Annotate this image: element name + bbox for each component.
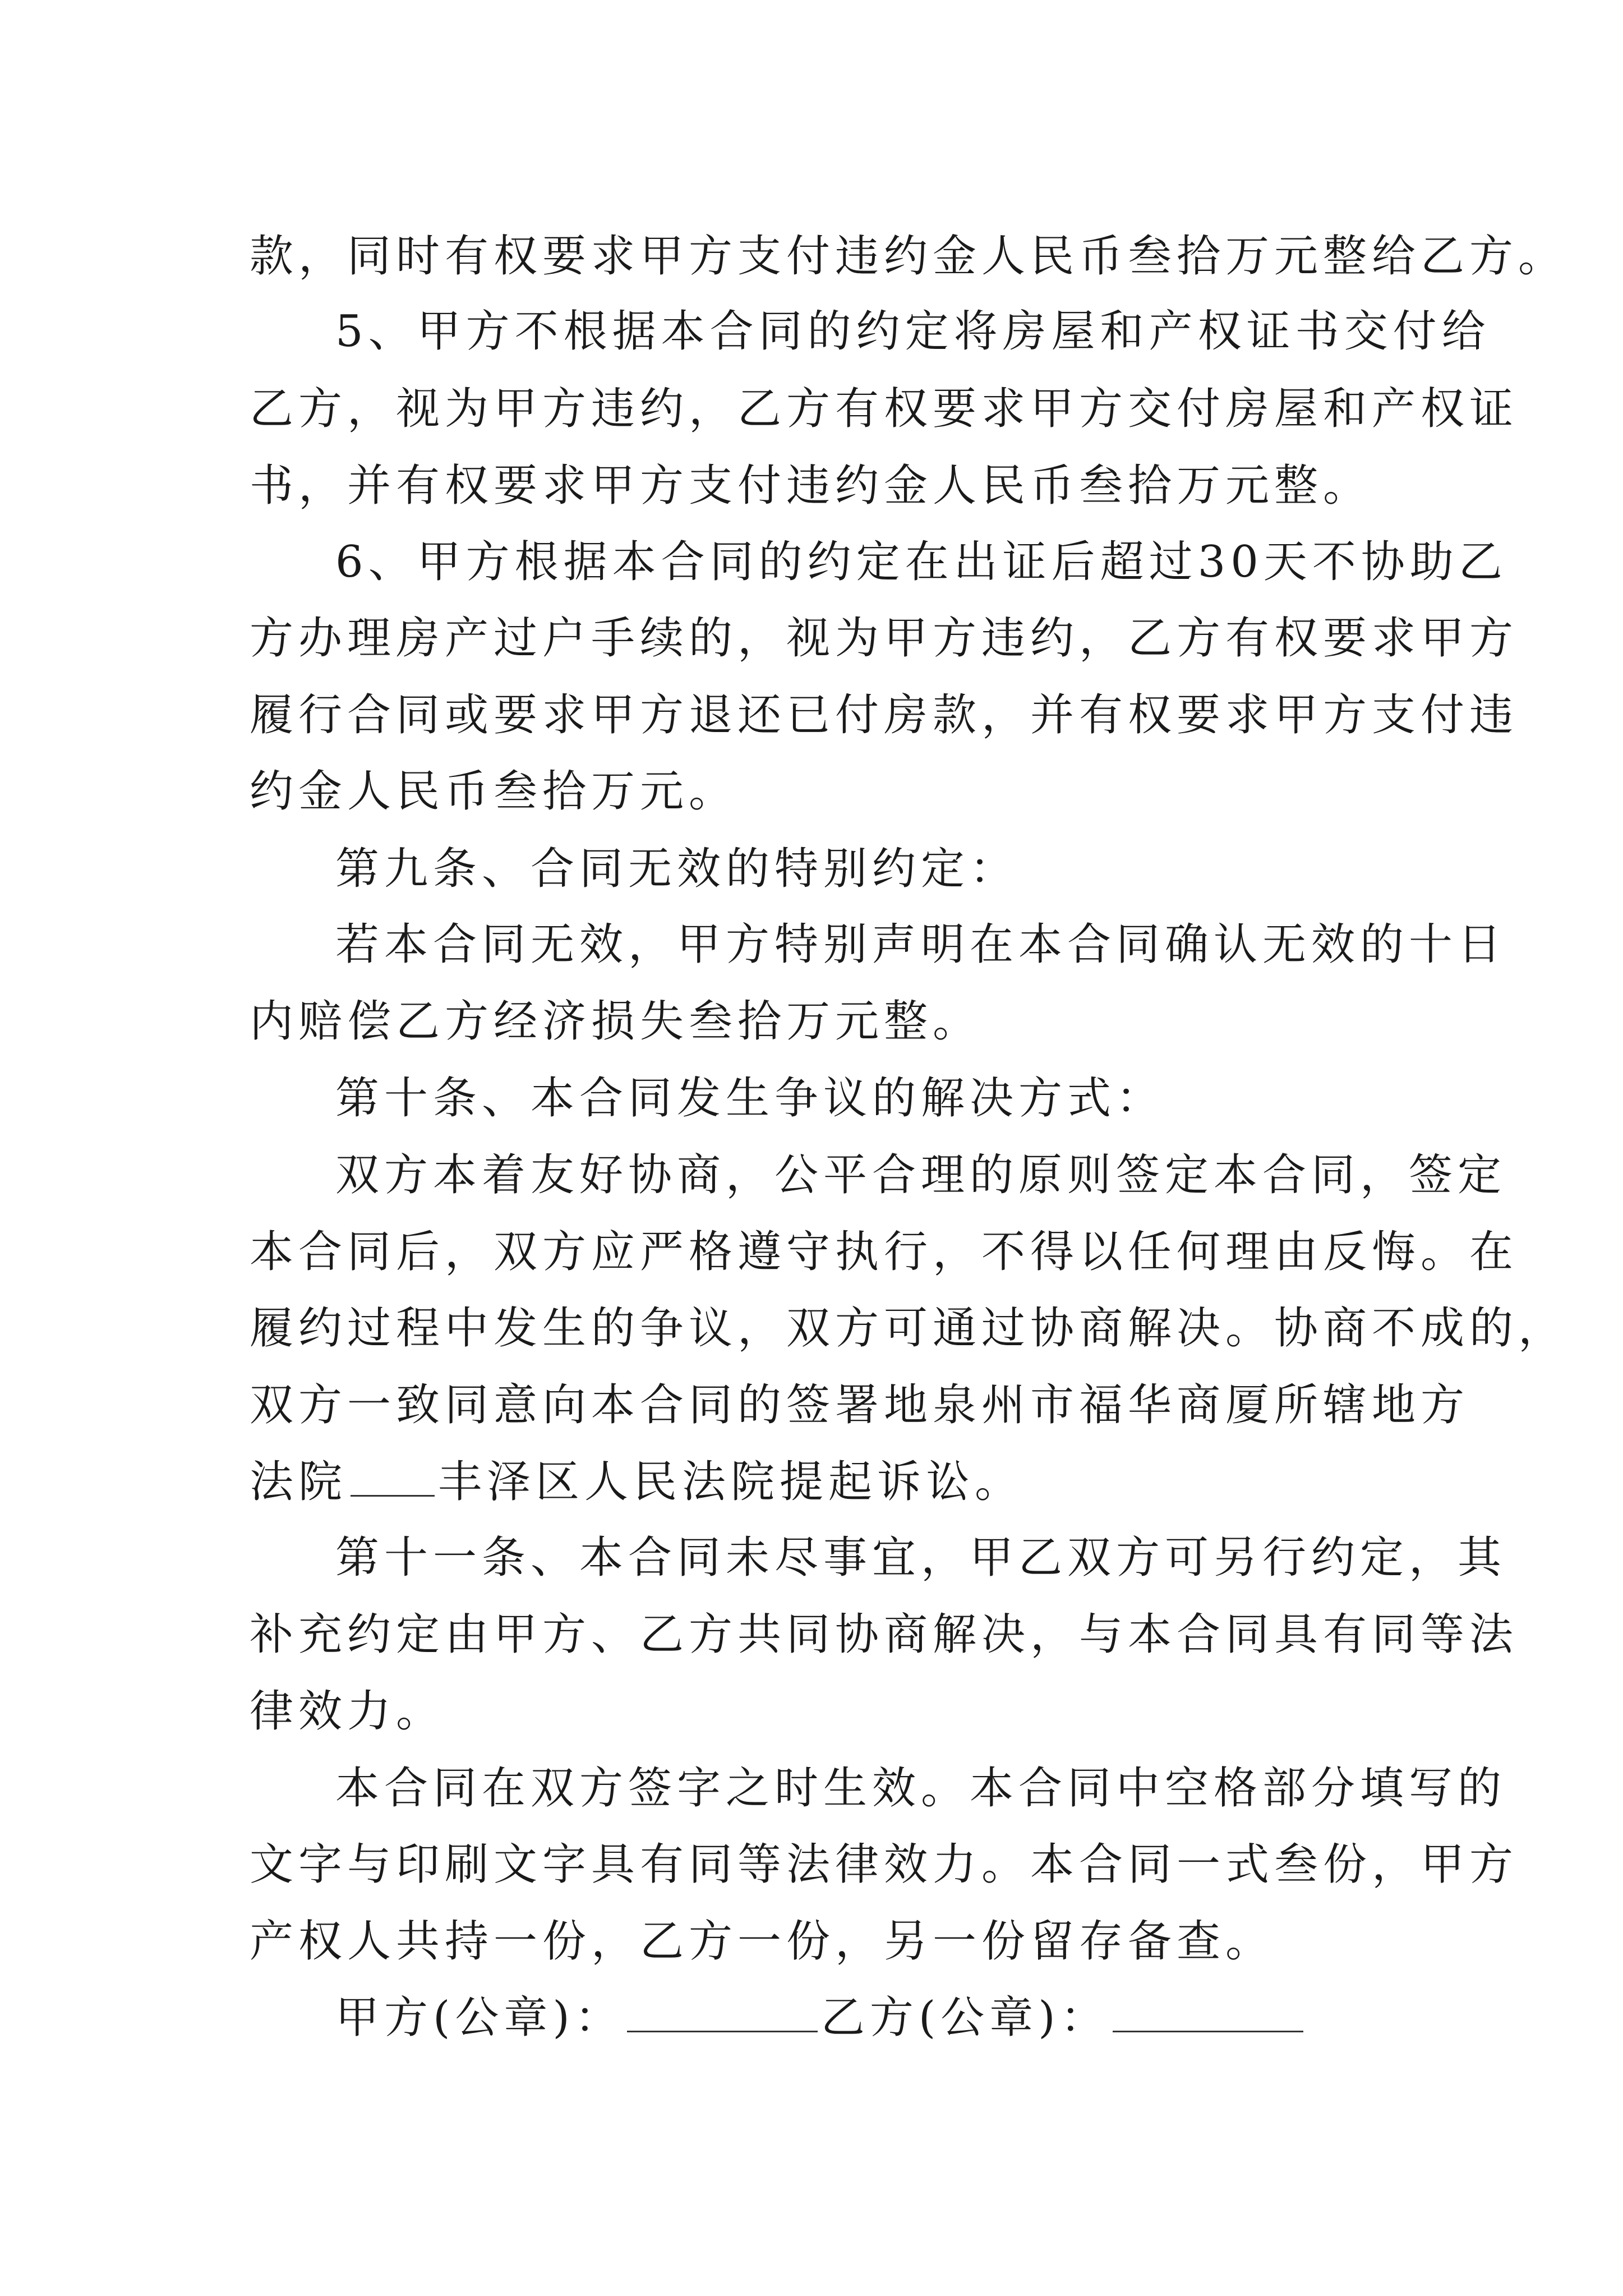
paragraph-line: 6、甲方根据本合同的约定在出证后超过30天不协助乙 bbox=[335, 537, 1507, 587]
signature-line bbox=[335, 1993, 1307, 2043]
paragraph-line: 补充约定由甲方、乙方共同协商解决，与本合同具有同等法 bbox=[250, 1609, 1519, 1660]
court-blank[interactable] bbox=[351, 1493, 435, 1497]
paragraph-line: 第十一条、本合同未尽事宜，甲乙双方可另行约定，其 bbox=[335, 1533, 1507, 1583]
paragraph-line: 履约过程中发生的争议，双方可通过协商解决。协商不成的， bbox=[250, 1303, 1567, 1354]
paragraph-line: 律效力。 bbox=[250, 1686, 445, 1737]
paragraph-line: 履行合同或要求甲方退还已付房款，并有权要求甲方支付违 bbox=[250, 690, 1519, 740]
paragraph-line: 内赔偿乙方经济损失叁拾万元整。 bbox=[250, 996, 982, 1047]
paragraph-line: 若本合同无效，甲方特别声明在本合同确认无效的十日 bbox=[335, 919, 1507, 970]
section-heading: 第九条、合同无效的特别约定： bbox=[335, 844, 1019, 894]
paragraph-line: 双方一致同意向本合同的签署地泉州市福华商厦所辖地方 bbox=[250, 1380, 1470, 1430]
court-line-suffix: 丰泽区人民法院提起诉讼。 bbox=[438, 1457, 1024, 1507]
paragraph-line: 方办理房产过户手续的，视为甲方违约，乙方有权要求甲方 bbox=[250, 613, 1519, 664]
party-a-label: 甲方(公章)： bbox=[335, 1993, 624, 2043]
paragraph-line: 5、甲方不根据本合同的约定将房屋和产权证书交付给 bbox=[335, 306, 1491, 357]
paragraph-line: 产权人共持一份，乙方一份，另一份留存备查。 bbox=[250, 1916, 1275, 1967]
paragraph-line: 本合同在双方签字之时生效。本合同中空格部分填写的 bbox=[335, 1763, 1507, 1814]
paragraph-line: 本合同后，双方应严格遵守执行，不得以任何理由反悔。在 bbox=[250, 1227, 1519, 1277]
paragraph-line: 双方本着友好协商，公平合理的原则签定本合同，签定 bbox=[335, 1150, 1507, 1200]
section-heading: 第十条、本合同发生争议的解决方式： bbox=[335, 1073, 1165, 1124]
party-a-seal-blank[interactable] bbox=[627, 2028, 818, 2032]
party-b-label: 乙方(公章)： bbox=[820, 1993, 1109, 2043]
paragraph-line: 约金人民币叁拾万元。 bbox=[250, 766, 738, 817]
paragraph-line: 文字与印刷文字具有同等法律效力。本合同一式叁份，甲方 bbox=[250, 1839, 1519, 1890]
paragraph-line: 乙方，视为甲方违约，乙方有权要求甲方交付房屋和产权证 bbox=[250, 384, 1519, 434]
paragraph-line: 书，并有权要求甲方支付违约金人民币叁拾万元整。 bbox=[250, 461, 1372, 511]
court-line-prefix: 法院 bbox=[250, 1457, 348, 1507]
paragraph-line: 款，同时有权要求甲方支付违约金人民币叁拾万元整给乙方。 bbox=[250, 231, 1567, 282]
court-line bbox=[250, 1457, 1024, 1507]
party-b-seal-blank[interactable] bbox=[1113, 2028, 1303, 2032]
